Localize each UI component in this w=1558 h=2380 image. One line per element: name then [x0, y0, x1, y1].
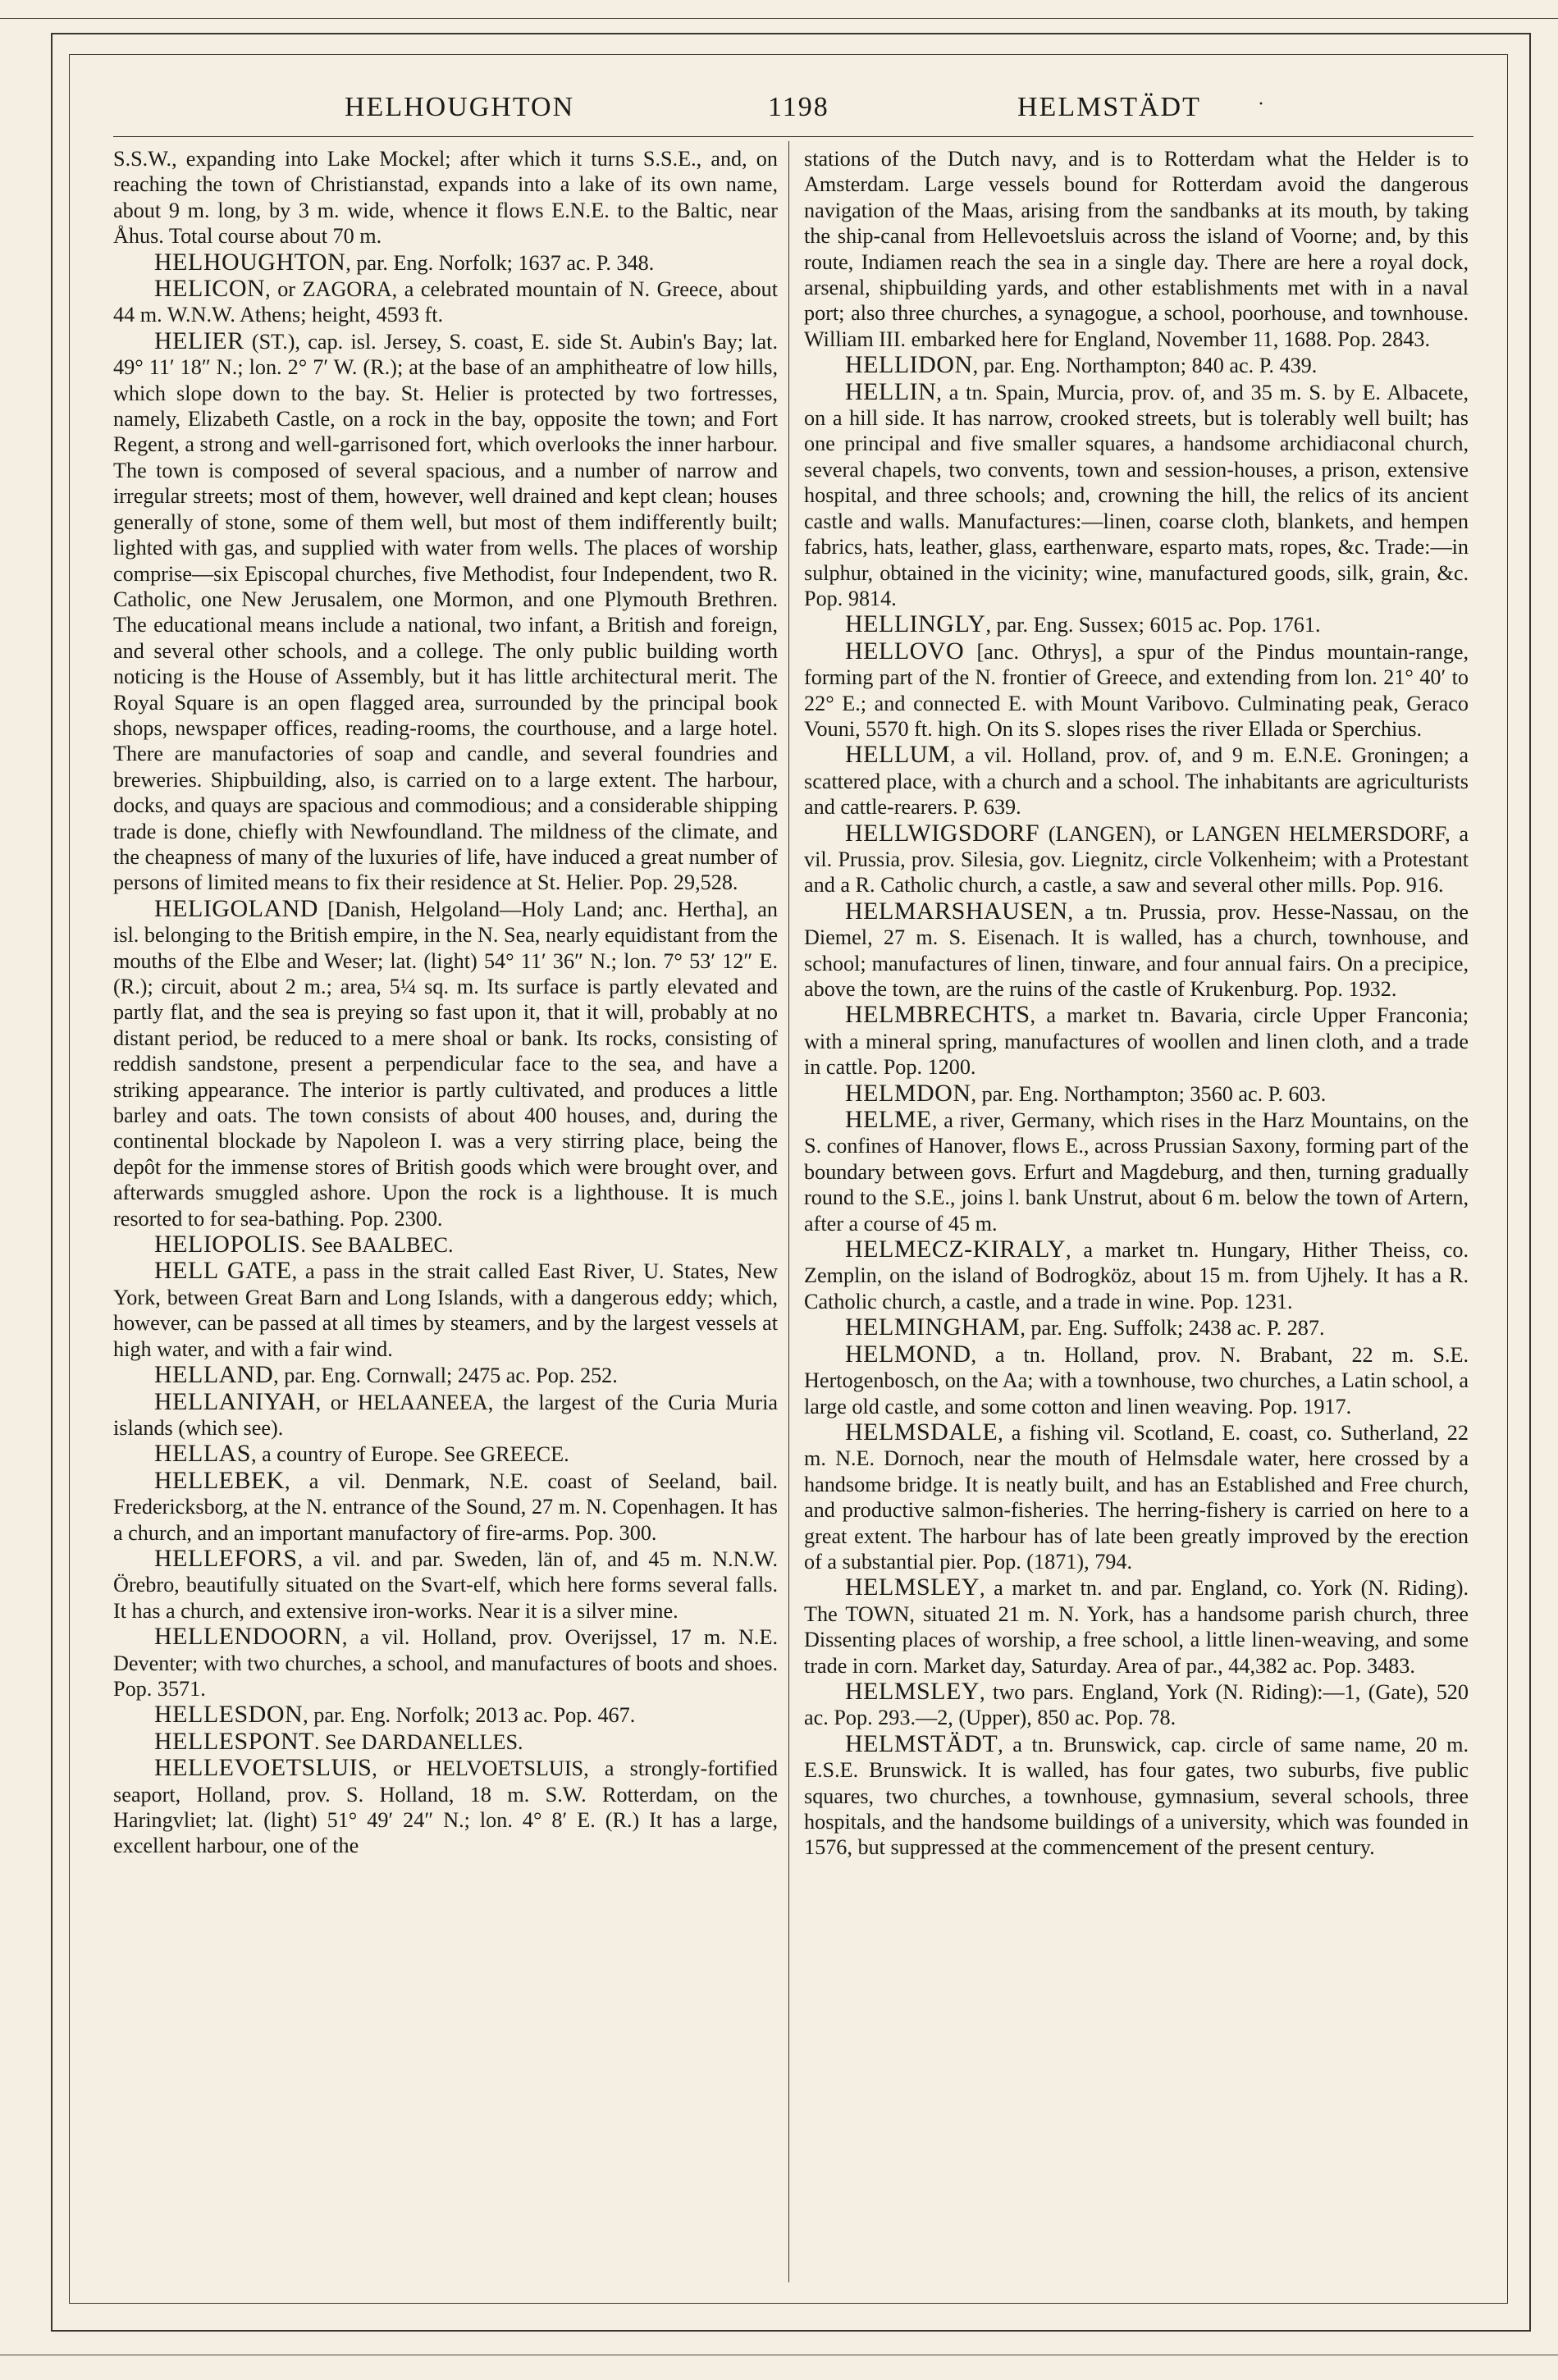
running-header: [115, 92, 1469, 133]
column-divider: [788, 141, 789, 2282]
entry-headword: HELLINGLY: [845, 610, 986, 638]
gazetteer-entry: [113, 328, 778, 896]
entry-text: , or ZAGORA, a celebrated mountain of N. Greece, about 44 m. W.N.W. Athens; height, 4593 ft.: [113, 277, 778, 327]
entry-text: , a vil. Denmark, N.E. coast of Seeland, bail. Fredericksborg, at the N. entrance of the Sound, 27 m. N. Copenhagen. It has a church, and an important manufactory of fire-arms. Pop. 300.: [113, 1469, 778, 1545]
entry-headword: HELLOVO: [845, 637, 965, 665]
gazetteer-entry: [113, 1546, 778, 1624]
page-number: 1198: [768, 92, 829, 122]
gazetteer-entry: [804, 352, 1469, 378]
entry-headword: HELLEVOETSLUIS: [154, 1754, 372, 1782]
entry-text: , a pass in the strait called East River, U. States, New York, between Great Barn and Long Islands, with a dangerous eddy; which, however, can be passed at all times by steamers, and by the largest vessels at high water, and with a fair wind.: [113, 1259, 778, 1361]
gazetteer-entry: [804, 638, 1469, 742]
gazetteer-entry: [113, 1729, 778, 1755]
entry-headword: HELLESDON: [154, 1701, 304, 1729]
entry-headword: HELMSLEY: [845, 1677, 980, 1705]
entry-text: , a tn. Holland, prov. N. Brabant, 22 m. S.E. Hertogenbosch, on the Aa; with a townhouse, two churches, a Latin school, a large old castle, and some cotton and linen weaving. Pop. 1917.: [804, 1342, 1469, 1418]
header-mark: ·: [1258, 94, 1266, 115]
gazetteer-entry: [113, 1362, 778, 1388]
entry-headword: HELICON: [154, 275, 266, 303]
entry-headword: HELLAND: [154, 1361, 274, 1389]
entry-headword: HELLAS: [154, 1440, 251, 1468]
gazetteer-entry: [804, 1236, 1469, 1314]
gazetteer-entry: [804, 146, 1469, 352]
entry-text: , or HELAANEEA, the largest of the Curia Muria islands (which see).: [113, 1390, 778, 1440]
gazetteer-entry: [113, 249, 778, 276]
gazetteer-entry: [804, 742, 1469, 820]
entry-headword: HELMARSHAUSEN: [845, 897, 1068, 925]
entry-text: S.S.W., expanding into Lake Mockel; after which it turns S.S.E., and, on reaching the town of Christianstad, expands into a lake of its own name, about 9 m. long, by 3 m. wide, whence it flows E.N.E. to the Baltic, near Åhus. Total course about 70 m.: [113, 147, 778, 249]
gazetteer-entry: [113, 1441, 778, 1467]
entry-text: , a market tn. Bavaria, circle Upper Franconia; with a mineral spring, manufactures of woollen and linen cloth, and a trade in cattle. Pop. 1200.: [804, 1003, 1469, 1080]
entry-text: , or HELVOETSLUIS, a strongly-fortified seaport, Holland, prov. S. Holland, 18 m. S.W. Rotterdam, on the Haringvliet; lat. (light) 51° 49′ 24″ N.; lon. 4° 8′ E. (R.) It has a large, excellent harbour, one of the: [113, 1756, 778, 1858]
entry-text: , a river, Germany, which rises in the Harz Mountains, on the S. confines of Hanover, flows E., across Prussian Saxony, forming part of the boundary between govs. Erfurt and Magdeburg, and then, turning gradually round to the S.E., joins l. bank Unstrut, about 6 m. below the town of Artern, after a course of 45 m.: [804, 1108, 1469, 1236]
entry-headword: HELMBRECHTS: [845, 1001, 1030, 1029]
entry-headword: HELMDON: [845, 1079, 971, 1107]
entry-headword: HELMSLEY: [845, 1574, 980, 1601]
entry-text: , par. Eng. Norfolk; 2013 ac. Pop. 467.: [303, 1703, 636, 1728]
entry-text: . See DARDANELLES.: [314, 1729, 523, 1754]
entry-text: (ST.), cap. isl. Jersey, S. coast, E. side St. Aubin's Bay; lat. 49° 11′ 18″ N.; lon. 2° 7′ W. (R.); at the base of an amphitheatre of low hills, which slope down to the bay. St. Helier is protected by two fortresses, namely, Elizabeth Castle, on a rock in the bay, opposite the town; and Fort Regent, a strong and well-garrisoned fort, which overlooks the inner harbour. The town is composed of several spacious, and a number of narrow and irregular streets; most of them, however, well drained and kept clean; houses generally of stone, some of them well, but most of them indifferently built; lighted with gas, and supplied with water from wells. The places of worship comprise—six Episcopal churches, five Methodist, four Independent, two R. Catholic, one New Jerusalem, one Mormon, and one Plymouth Brethren. The educational means include a national, two infant, a British and foreign, and several other schools, and a college. The only public building worth noticing is the House of Assembly, but it has little architectural merit. The Royal Square is an open flagged area, surrounded by the principal book shops, newspaper offices, reading-rooms, the courthouse, and a large hotel. There are manufactories of soap and candle, and several foundries and breweries. Shipbuilding, also, is carried on to a large extent. The harbour, docks, and quays are spacious and commodious; and a considerable shipping trade is done, chiefly with Newfoundland. The mildness of the climate, and the cheapness of many of the luxuries of life, have induced a great number of persons of limited means to fix their residence at St. Helier. Pop. 29,528.: [113, 329, 778, 895]
entry-text: , a market tn. Hungary, Hither Theiss, co. Zemplin, on the island of Bodrogköz, about 15 m. from Ujhely. It has a R. Catholic church, a castle, and a trade in wine. Pop. 1231.: [804, 1238, 1469, 1313]
entry-headword: HELLANIYAH: [154, 1387, 316, 1415]
entry-text: stations of the Dutch navy, and is to Rotterdam what the Helder is to Amsterdam. Large vessels bound for Rotterdam avoid the dangerous navigation of the Maas, arising from the sandbanks at its mouth, by taking the ship-canal from Hellevoetsluis across the island of Voorne; and, by this route, Indiamen reach the sea in a single day. There are here a royal dock, arsenal, shipbuilding yards, and other establishments met with in a naval port; also three churches, a synagogue, a school, poorhouse, and townhouse. William III. embarked here for England, November 11, 1688. Pop. 2843.: [804, 147, 1469, 351]
entry-headword: HELHOUGHTON: [154, 248, 346, 276]
entry-headword: HELME: [845, 1106, 932, 1134]
entry-text: , a vil. and par. Sweden, län of, and 45 m. N.N.W. Örebro, beautifully situated on the Svart-elf, which here forms several falls. It has a church, and extensive iron-works. Near it is a silver mine.: [113, 1546, 778, 1623]
entry-text: , a tn. Brunswick, cap. circle of same name, 20 m. E.S.E. Brunswick. It is walled, has four gates, two suburbs, five public squares, two churches, a townhouse, gymnasium, several schools, three hospitals, and the handsome buildings of a university, which was founded in 1576, but suppressed at the commencement of the present century.: [804, 1732, 1469, 1860]
entry-headword: HELIGOLAND: [154, 894, 318, 922]
entry-headword: HELMSDALE: [845, 1418, 998, 1446]
entry-text: , par. Eng. Sussex; 6015 ac. Pop. 1761.: [985, 613, 1321, 637]
top-edge-line: [0, 18, 1558, 19]
entry-headword: HELMECZ-KIRALY: [845, 1236, 1066, 1263]
entry-headword: HELMINGHAM: [845, 1313, 1021, 1341]
gazetteer-entry: [804, 1107, 1469, 1236]
gazetteer-entry: [113, 1755, 778, 1859]
entry-headword: HELIOPOLIS: [154, 1231, 301, 1259]
gazetteer-entry: [113, 1624, 778, 1702]
gazetteer-entry: [113, 1702, 778, 1728]
entry-headword: HELLEFORS: [154, 1544, 298, 1572]
entry-text: , par. Eng. Suffolk; 2438 ac. P. 287.: [1020, 1316, 1325, 1341]
entry-text: , two pars. England, York (N. Riding):—1, (Gate), 520 ac. Pop. 293.—2, (Upper), 850 ac. Pop. 78.: [804, 1679, 1469, 1730]
gazetteer-entry: [804, 1002, 1469, 1080]
gazetteer-entry: [804, 379, 1469, 612]
header-last-entry: HELMSTÄDT: [1017, 92, 1201, 122]
entry-text: , a tn. Prussia, prov. Hesse-Nassau, on the Diemel, 27 m. S. Eisenach. It is walled, has a church, townhouse, and school; manufactures of linen, tinware, and four annual fairs. On a precipice, above the town, are the ruins of the castle of Krukenburg. Pop. 1932.: [804, 899, 1469, 1001]
entry-text: , par. Eng. Norfolk; 1637 ac. P. 348.: [345, 250, 655, 275]
gazetteer-entry: [113, 146, 778, 249]
entry-text: , a vil. Holland, prov. Overijssel, 17 m. N.E. Deventer; with two churches, a school, and manufactures of boots and shoes. Pop. 3571.: [113, 1625, 778, 1701]
header-first-entry: HELHOUGHTON: [345, 92, 575, 122]
entry-text: , a fishing vil. Scotland, E. coast, co. Sutherland, 22 m. N.E. Dornoch, near the mouth of Helmsdale water, here crossed by a handsome bridge. It is neatly built, and has an Established and Free church, and productive salmon-fisheries. The herring-fishery is carried on here to a great extent. The harbour has of late been greatly improved by the erection of a substantial pier. Pop. (1871), 794.: [804, 1420, 1469, 1574]
left-column: [113, 146, 778, 1859]
entry-text: [anc. Othrys], a spur of the Pindus mountain-range, forming part of the N. frontier of Greece, and extending from lon. 21° 40′ to 22° E.; and connected E. with Mount Varibovo. Culminating peak, Geraco Vouni, 5570 ft. high. On its S. slopes rises the river Ellada or Sperchius.: [804, 639, 1469, 741]
gazetteer-entry: [804, 898, 1469, 1003]
entry-headword: HELIER: [154, 327, 244, 354]
gazetteer-entry: [804, 1731, 1469, 1861]
right-column: [804, 146, 1469, 1861]
entry-headword: HELLIN: [845, 377, 937, 405]
gazetteer-entry: [113, 1231, 778, 1258]
header-rule: [113, 136, 1473, 137]
entry-text: , par. Eng. Northampton; 3560 ac. P. 603.: [971, 1081, 1327, 1106]
entry-headword: HELLIDON: [845, 351, 973, 379]
entry-headword: HELLWIGSDORF: [845, 819, 1040, 847]
entry-headword: HELMOND: [845, 1340, 971, 1368]
entry-text: , a country of Europe. See GREECE.: [251, 1442, 569, 1467]
entry-headword: HELLENDOORN: [154, 1623, 342, 1651]
entry-headword: HELMSTÄDT: [845, 1729, 998, 1757]
entry-text: , a vil. Holland, prov. of, and 9 m. E.N.E. Groningen; a scattered place, with a church and a school. The inhabitants are agriculturists and cattle-rearers. P. 639.: [804, 743, 1469, 820]
gazetteer-entry: [804, 1419, 1469, 1574]
entry-headword: HELLEBEK: [154, 1466, 285, 1494]
entry-text: , par. Eng. Cornwall; 2475 ac. Pop. 252.: [273, 1364, 618, 1388]
gazetteer-entry: [113, 1468, 778, 1546]
entry-text: , a market tn. and par. England, co. York (N. Riding). The TOWN, situated 21 m. N. York, has a handsome parish church, three Dissenting places of worship, a free school, a little linen-weaving, and some trade in corn. Market day, Saturday. Area of par., 44,382 ac. Pop. 3483.: [804, 1576, 1469, 1678]
entry-text: . See BAALBEC.: [300, 1233, 454, 1258]
entry-headword: HELL GATE: [154, 1257, 292, 1285]
entry-headword: HELLESPONT: [154, 1727, 314, 1755]
entry-text: [Danish, Helgoland—Holy Land; anc. Hertha], an isl. belonging to the British empire, in the N. Sea, nearly equidistant from the mouths of the Elbe and Weser; lat. (light) 54° 11′ 36″ N.; lon. 7° 53′ 12″ E. (R.); circuit, about 2 m.; area, 5¼ sq. m. Its surface is partly elevated and partly flat, and the sea is preying so fast upon it, that it will, probably at no distant period, be reduced to a mere shoal or bank. Its rocks, consisting of reddish sandstone, present a perpendicular face to the sea, and have a striking appearance. The interior is partly cultivated, and produces a little barley and oats. The town consists of about 400 houses, and, during the continental blockade by Napoleon I. was a very stirring place, being the depôt for the immense stores of British goods which were brought over, and afterwards smuggled ashore. Upon the rock is a lighthouse. It is much resorted to for sea-bathing. Pop. 2300.: [113, 897, 778, 1231]
gazetteer-entry: [113, 1258, 778, 1362]
gazetteer-entry: [804, 1314, 1469, 1341]
entry-text: , par. Eng. Northampton; 840 ac. P. 439.: [972, 354, 1318, 378]
gazetteer-entry: [804, 611, 1469, 637]
entry-headword: HELLUM: [845, 741, 950, 769]
gazetteer-entry: [804, 1574, 1469, 1679]
gazetteer-entry: [804, 1679, 1469, 1731]
gazetteer-entry: [113, 276, 778, 328]
gazetteer-entry: [113, 1389, 778, 1441]
gazetteer-entry: [804, 1080, 1469, 1107]
gazetteer-entry: [804, 1341, 1469, 1419]
entry-text: , a tn. Spain, Murcia, prov. of, and 35 m. S. by E. Albacete, on a hill side. It has narrow, crooked streets, but is tolerably well built; has one principal and five smaller squares, a handsome archidiaconal church, several chapels, two convents, town and session-houses, a prison, extensive hospital, and three schools; and, crowning the hill, the relics of its ancient castle and walls. Manufactures:—linen, coarse cloth, blankets, and hempen fabrics, hats, leather, glass, earthenware, esparto mats, ropes, &c. Trade:—in sulphur, obtained in the vicinity; wine, manufactured goods, silk, grain, &c. Pop. 9814.: [804, 380, 1469, 610]
gazetteer-entry: [804, 820, 1469, 898]
entry-text: (LANGEN), or LANGEN HELMERSDORF, a vil. Prussia, prov. Silesia, gov. Liegnitz, circle Volkenheim; with a Protestant and a R. Catholic church, a castle, a saw and several other mills. Pop. 916.: [804, 821, 1469, 898]
gazetteer-entry: [113, 896, 778, 1231]
